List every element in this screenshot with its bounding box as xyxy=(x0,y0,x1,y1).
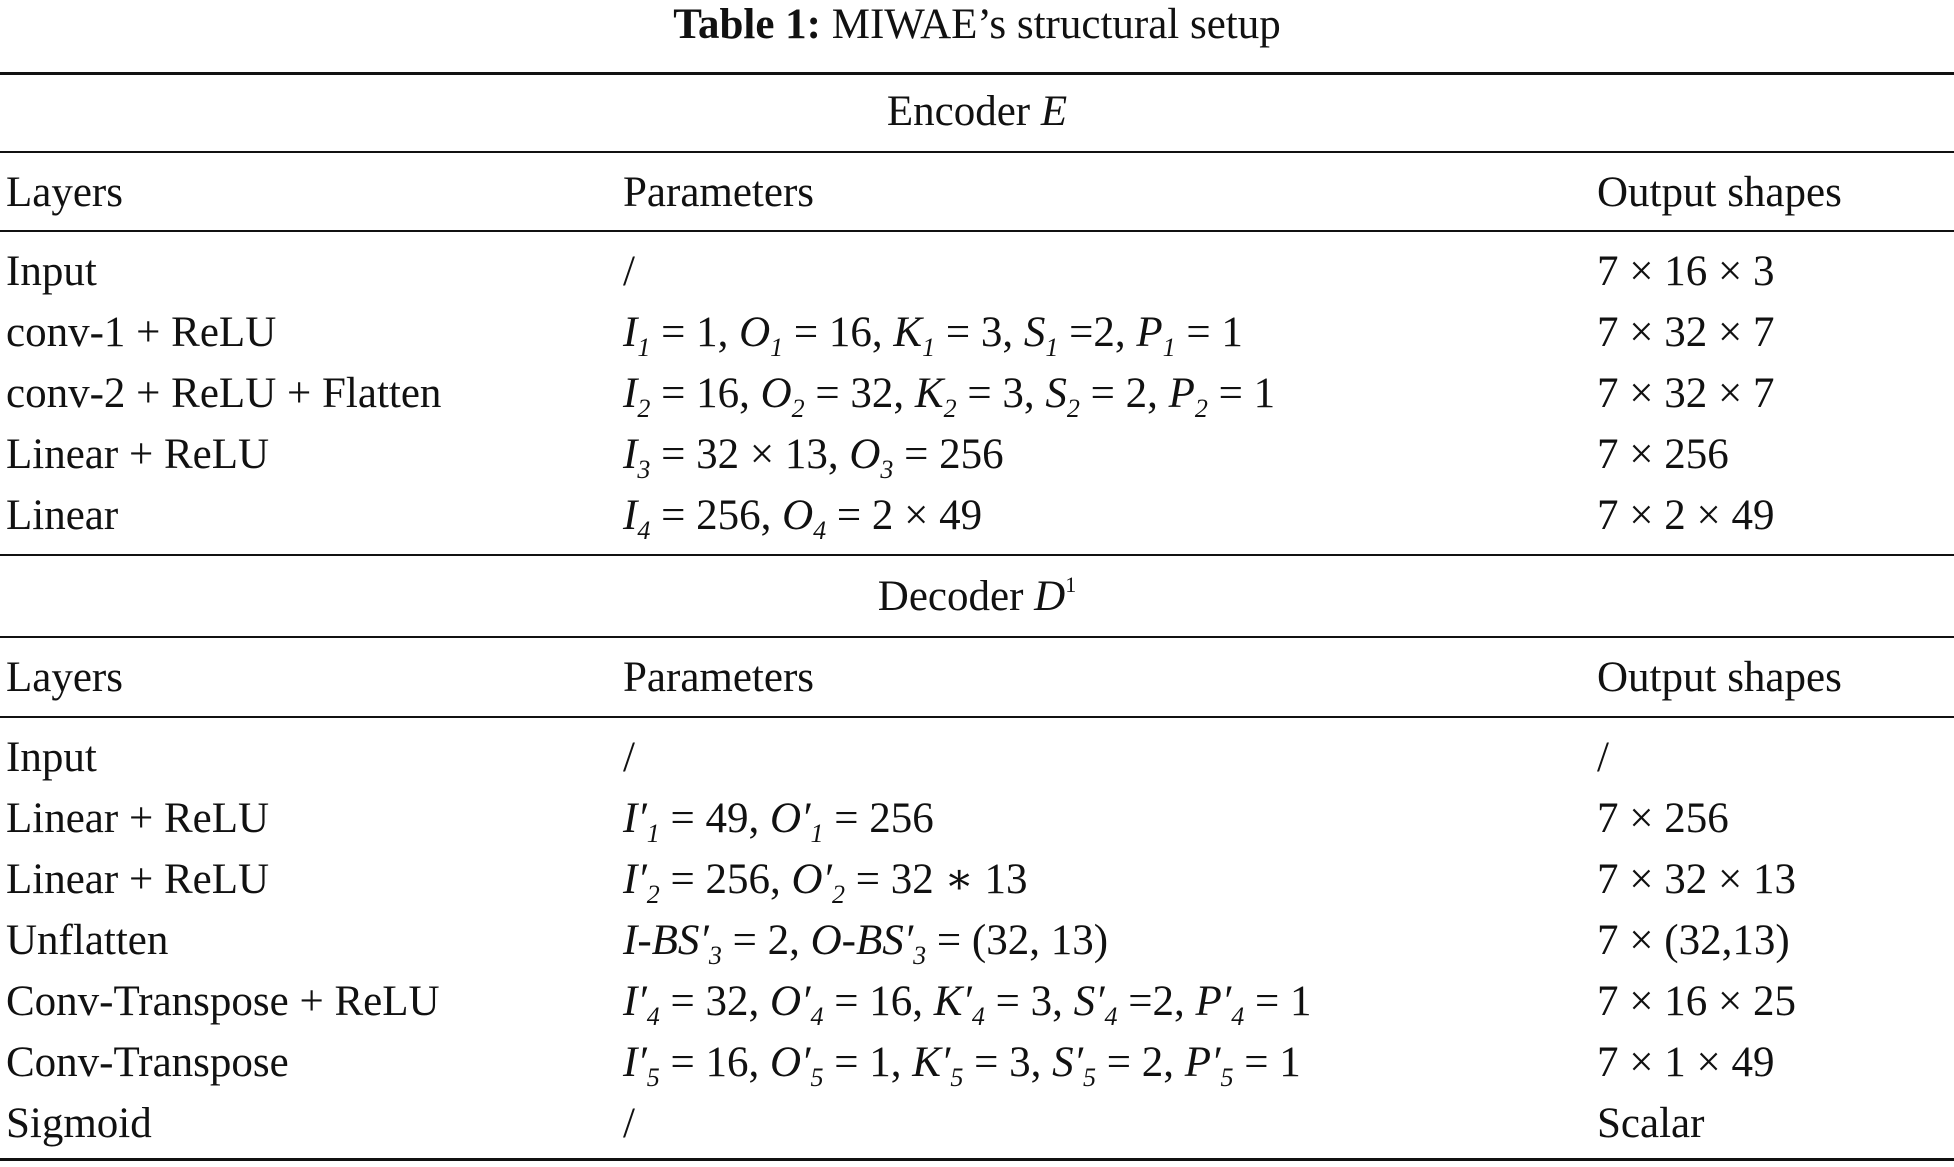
decoder-row-1-params: $I'_1 = 49$, $O'_1 = 256$ xyxy=(623,795,934,848)
encoder-header-layers: Layers xyxy=(6,169,123,216)
encoder-row-4-output: 7 × 2 × 49 xyxy=(1597,492,1775,539)
decoder-title xyxy=(0,572,1954,622)
encoder-title-text: Encoder xyxy=(886,88,1031,135)
decoder-header-rule xyxy=(0,716,1954,718)
decoder-row-3-layer: Unflatten xyxy=(6,917,169,964)
decoder-header-output: Output shapes xyxy=(1597,654,1842,701)
decoder-row-3-params: $I-BS'_3 = 2$, $O-BS'_3 = (32$, 13) xyxy=(623,917,1109,970)
decoder-row-5-layer: Conv-Transpose xyxy=(6,1039,289,1086)
decoder-row-0-layer: Input xyxy=(6,734,97,781)
decoder-row-4-layer: Conv-Transpose + ReLU xyxy=(6,978,440,1025)
encoder-row-2-output: 7 × 32 × 7 xyxy=(1597,370,1775,417)
encoder-row-1-output: 7 × 32 × 7 xyxy=(1597,309,1775,356)
caption-text: MIWAE’s structural setup xyxy=(831,1,1281,48)
decoder-row-4-params: $I'_4 = 32$, $O'_4 = 16$, $K'_4 = 3$, $S'_4 =2$, $P'_4 = 1$ xyxy=(623,978,1312,1031)
decoder-title-text: Decoder xyxy=(877,573,1024,620)
encoder-row-2-layer: conv-2 + ReLU + Flatten xyxy=(6,370,442,417)
decoder-row-0-params: / xyxy=(623,734,635,781)
decoder-row-2-output: 7 × 32 × 13 xyxy=(1597,856,1797,903)
decoder-title-sup: 1 xyxy=(1065,572,1077,597)
encoder-header-rule xyxy=(0,230,1954,232)
encoder-title xyxy=(0,87,1954,137)
encoder-row-0-output: 7 × 16 × 3 xyxy=(1597,248,1775,295)
table-caption xyxy=(0,0,1954,52)
decoder-row-5-output: 7 × 1 × 49 xyxy=(1597,1039,1775,1086)
encoder-row-4-layer: Linear xyxy=(6,492,119,539)
decoder-row-5-params: $I'_5 = 16$, $O'_5 = 1$, $K'_5 = 3$, $S'_5 = 2$, $P'_5 = 1$ xyxy=(623,1039,1301,1092)
encoder-row-3-output: 7 × 256 xyxy=(1597,431,1729,478)
decoder-row-2-params: $I'_2 = 256$, $O'_2 = 32$ ∗ 13 xyxy=(623,856,1028,909)
encoder-title-rule xyxy=(0,151,1954,153)
decoder-row-1-output: 7 × 256 xyxy=(1597,795,1729,842)
decoder-row-2-layer: Linear + ReLU xyxy=(6,856,270,903)
encoder-header-output: Output shapes xyxy=(1597,169,1842,216)
encoder-row-0-params: / xyxy=(623,248,635,295)
encoder-row-4-params: $I_4 = 256$, $O_4 = 2 \times 49$ xyxy=(623,492,983,545)
encoder-bottom-rule xyxy=(0,554,1954,556)
encoder-row-1-params: $I_1 = 1$, $O_1 = 16$, $K_1 = 3$, $S_1 =2$, $P_1 = 1$ xyxy=(623,309,1243,362)
encoder-row-2-params: $I_2 = 16$, $O_2 = 32$, $K_2 = 3$, $S_2 = 2$, $P_2 = 1$ xyxy=(623,370,1276,423)
encoder-row-1-layer: conv-1 + ReLU xyxy=(6,309,277,356)
encoder-header-parameters: Parameters xyxy=(623,169,815,216)
decoder-row-4-output: 7 × 16 × 25 xyxy=(1597,978,1797,1025)
decoder-row-3-output: 7 × (32,13) xyxy=(1597,917,1790,964)
decoder-title-var: D xyxy=(1034,573,1066,620)
decoder-header-layers: Layers xyxy=(6,654,123,701)
encoder-row-3-layer: Linear + ReLU xyxy=(6,431,270,478)
decoder-row-6-layer: Sigmoid xyxy=(6,1100,152,1147)
top-rule xyxy=(0,72,1954,75)
caption-label: Table 1: xyxy=(673,1,821,48)
bottom-rule xyxy=(0,1158,1954,1161)
encoder-title-var: E xyxy=(1040,88,1068,135)
encoder-row-0-layer: Input xyxy=(6,248,97,295)
decoder-header-parameters: Parameters xyxy=(623,654,815,701)
decoder-title-rule xyxy=(0,636,1954,638)
decoder-row-6-output: Scalar xyxy=(1597,1100,1705,1147)
decoder-row-1-layer: Linear + ReLU xyxy=(6,795,270,842)
decoder-row-0-output: / xyxy=(1597,734,1609,781)
encoder-row-3-params: $I_3 = 32 \times 13$, $O_3 = 256$ xyxy=(623,431,1004,484)
decoder-row-6-params: / xyxy=(623,1100,635,1147)
